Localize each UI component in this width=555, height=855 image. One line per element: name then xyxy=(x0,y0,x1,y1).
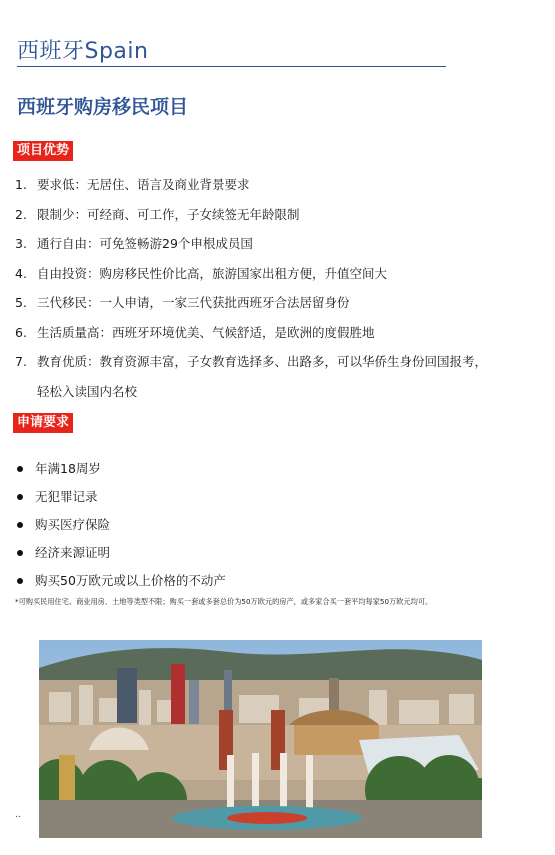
advantages-list xyxy=(15,170,487,406)
bullet-icon xyxy=(17,522,23,528)
requirements-list xyxy=(15,455,226,595)
list-item: 年满18周岁 xyxy=(15,455,226,483)
footnote: *可购买民用住宅、商业用房、土地等类型不限；购买一套或多套总价为50万欧元的房产，或多家合买一套平均每家50万欧元均可。 xyxy=(15,597,433,606)
section-tag-advantages: 项目优势 xyxy=(13,141,73,161)
list-item: 6. 生活质量高：西班牙环境优美、气候舒适，是欧洲的度假胜地 xyxy=(15,324,375,340)
list-item: 购买50万欧元或以上价格的不动产 xyxy=(15,567,226,595)
country-title: 西班牙Spain xyxy=(17,39,149,64)
list-item: 无犯罪记录 xyxy=(15,483,226,511)
document-heading: 西班牙购房移民项目 xyxy=(17,96,189,118)
bullet-icon xyxy=(17,494,23,500)
list-item: 7. 教育优质：教育资源丰富，子女教育选择多、出路多，可以华侨生身份回国报考， xyxy=(15,354,488,369)
page-dots: .. xyxy=(15,810,21,820)
list-item: 购买医疗保险 xyxy=(15,511,226,539)
list-item: 经济来源证明 xyxy=(15,539,226,567)
title-divider xyxy=(17,66,446,67)
bullet-icon xyxy=(17,578,23,584)
bullet-icon xyxy=(17,550,23,556)
list-item-continuation: 轻松入读国内名校 xyxy=(37,383,138,399)
barcelona-city-photo xyxy=(39,640,482,838)
section-tag-requirements: 申请要求 xyxy=(13,413,73,433)
list-item: 2. 限制少：可经商、可工作，子女续签无年龄限制 xyxy=(15,206,300,222)
list-item: 5. 三代移民：一人申请，一家三代获批西班牙合法居留身份 xyxy=(15,295,350,310)
list-item: 1. 要求低：无居住、语言及商业背景要求 xyxy=(15,177,250,192)
list-item: 3. 通行自由：可免签畅游29个申根成员国 xyxy=(15,236,253,251)
bullet-icon xyxy=(17,466,23,472)
list-item: 4. 自由投资：购房移民性价比高，旅游国家出租方便，升值空间大 xyxy=(15,265,388,281)
